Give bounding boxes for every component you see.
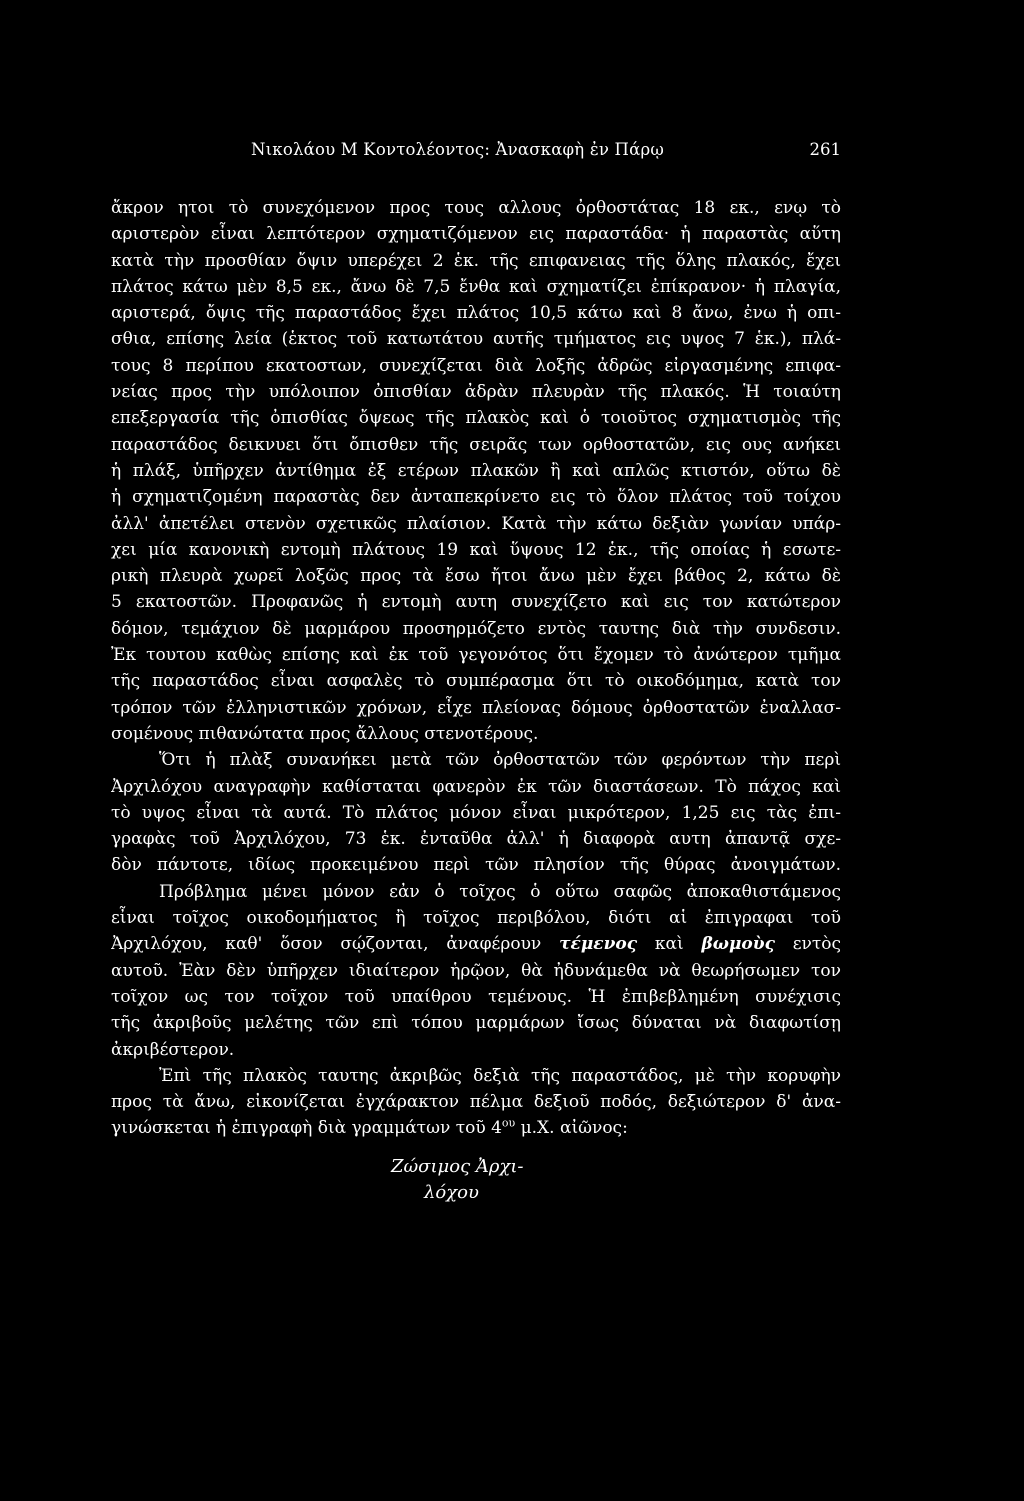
text-line: ἡ πλάξ, ὑπῆρχεν ἀντίθημα ἐξ ετέρων πλακῶν ἢ καὶ απλῶς κτιστόν, οὕτω δὲ (111, 460, 841, 481)
emphasis-bomous: βωμοὺς (701, 934, 775, 955)
text-fragment: γινώσκεται ἡ ἐπιγραφὴ διὰ γραμμάτων τοῦ 4 (111, 1118, 502, 1139)
text-line: χει μία κανονικὴ εντομὴ πλάτους 19 καὶ ὕψους 12 ἑκ., τῆς οποίας ἡ εσωτε- (111, 539, 841, 560)
body-text (111, 195, 841, 1142)
text-fragment: Ἀρχιλόχου, καθ' ὅσον σῴζονται, ἀναφέρουν (111, 934, 542, 955)
text-line: αριστερὸν εἶναι λεπτότερον σχηματιζόμενον εις παραστάδα· ἡ παραστὰς αὕτη (111, 224, 841, 245)
text-line: αριστερά, ὄψις τῆς παραστάδος ἔχει πλάτος 10,5 κάτω καὶ 8 ἄνω, ἐνω ἡ οπι- (111, 303, 841, 324)
text-line: εἶναι τοῖχος οικοδομήματος ἢ τοῖχος περιβόλου, διότι αἱ ἐπιγραφαι τοῦ (111, 908, 841, 929)
document-page (111, 140, 841, 1206)
text-line: Ὅτι ἡ πλὰξ συνανήκει μετὰ τῶν ὀρθοστατῶν τῶν φερόντων τὴν περὶ (159, 750, 841, 771)
text-line: προς τὰ ἄνω, εἰκονίζεται ἐγχάρακτον πέλμα δεξιοῦ ποδός, δεξιώτερον δ' ἀνα- (111, 1092, 841, 1113)
text-line: Ἀρχιλόχου αναγραφὴν καθίσταται φανερὸν ἐκ τῶν διαστάσεων. Τὸ πάχος καὶ (111, 776, 841, 797)
inscription-line-1: Ζώσιμος Ἀρχι- (391, 1155, 524, 1177)
text-line: ρικὴ πλευρὰ χωρεῖ λοξῶς προς τὰ ἔσω ἤτοι ἄνω μὲν ἔχει βάθος 2, κάτω δὲ (111, 566, 841, 587)
text-line: τρόπον τῶν ἑλληνιστικῶν χρόνων, εἶχε πλείονας δόμους ὀρθοστατῶν ἐναλλασ- (111, 697, 841, 718)
text-line-with-emphasis (111, 931, 841, 957)
text-line: ἀκριβέστερον. (111, 1039, 235, 1060)
inscription-line-2: λόχου (424, 1181, 479, 1203)
page-number: 261 (809, 140, 841, 159)
text-line: ἀλλ' ἀπετέλει στενὸν σχετικῶς πλαίσιον. Κατὰ τὴν κάτω δεξιὰν γωνίαν υπάρ- (111, 513, 841, 534)
text-line: Ἐκ τουτου καθὼς επίσης καὶ ἐκ τοῦ γεγονότος ὅτι ἔχομεν τὸ ἀνώτερον τμῆμα (111, 645, 841, 666)
text-line: τοῖχον ως τον τοῖχον τοῦ υπαίθρου τεμένους. Ἡ ἐπιβεβλημένη συνέχισις (111, 986, 841, 1007)
text-fragment: μ.Χ. αἰῶνος: (520, 1118, 628, 1139)
text-line: σομένους πιθανώτατα προς ἄλλους στενοτέρους. (111, 723, 539, 744)
text-line: δόμον, τεμάχιον δὲ μαρμάρου προσηρμόζετο εντὸς ταυτης διὰ τὴν συνδεσιν. (111, 618, 841, 639)
text-line: τῆς παραστάδος εἶναι ασφαλὲς τὸ συμπέρασμα ὅτι τὸ οικοδόμημα, κατὰ τον (111, 671, 841, 692)
text-line: ἄκρον ητοι τὸ συνεχόμενον προς τους αλλους ὀρθοστάτας 18 εκ., ενῳ τὸ (111, 198, 841, 218)
text-line: τους 8 περίπου εκατοστων, συνεχίζεται διὰ λοξῆς ἀδρῶς εἰργασμένης επιφα- (111, 355, 841, 376)
text-line: αυτοῦ. Ἐὰν δὲν ὑπῆρχεν ιδιαίτερον ἡρῷον, θὰ ἠδυνάμεθα νὰ θεωρήσωμεν τον (111, 960, 841, 981)
text-line-with-superscript (111, 1115, 841, 1141)
text-line: Ἐπὶ τῆς πλακὸς ταυτης ἀκριβῶς δεξιὰ τῆς παραστάδος, μὲ τὴν κορυφὴν (159, 1065, 841, 1086)
text-line: ἡ σχηματιζομένη παραστὰς δεν ἀνταπεκρίνετο εις τὸ ὅλον πλάτος τοῦ τοίχου (111, 487, 841, 508)
emphasis-temenos: τέμενος (559, 934, 638, 955)
text-line: πλάτος κάτω μὲν 8,5 εκ., ἄνω δὲ 7,5 ἔνθα καὶ σχηματίζει ἐπίκρανον· ἡ πλαγία, (111, 276, 841, 297)
text-line: παραστάδος δεικνυει ὅτι ὄπισθεν τῆς σειρᾶς των ορθοστατῶν, εις ους ανήκει (111, 434, 841, 455)
superscript: ου (501, 1116, 516, 1130)
text-line: 5 εκατοστῶν. Προφανῶς ἡ εντομὴ αυτη συνεχίζετο καὶ εις τον κατώτερον (111, 592, 841, 613)
text-line: κατὰ τὴν προσθίαν ὄψιν υπερέχει 2 ἑκ. τῆς επιφανειας τῆς ὅλης πλακός, ἔχει (111, 250, 841, 271)
inscription-text (111, 1154, 841, 1207)
text-line: τῆς ἀκριβοῦς μελέτης τῶν επὶ τόπου μαρμάρων ἴσως δύναται νὰ διαφωτίσῃ (111, 1013, 841, 1034)
text-line: σθια, επίσης λεία (ἑκτος τοῦ κατωτάτου αυτῆς τμήματος εις υψος 7 ἑκ.), πλά- (111, 329, 841, 350)
text-line: τὸ υψος εἶναι τὰ αυτά. Τὸ πλάτος μόνον εἶναι μικρότερον, 1,25 εις τὰς ἐπι- (111, 802, 841, 823)
text-line: νείας προς τὴν υπόλοιπον ὀπισθίαν ἀδρὰν πλευρὰν τῆς πλακός. Ἡ τοιαύτη (111, 382, 841, 403)
running-title: Νικολάου Μ Κοντολέοντος: Ἀνασκαφὴ ἐν Πάρῳ (251, 140, 665, 159)
text-line: δὸν πάντοτε, ιδίως προκειμένου περὶ τῶν πλησίον τῆς θύρας ἀνοιγμάτων. (111, 855, 841, 876)
text-line: επεξεργασία τῆς ὀπισθίας ὄψεως τῆς πλακὸς καὶ ὁ τοιοῦτος σχηματισμὸς τῆς (111, 408, 841, 429)
running-header (111, 140, 841, 170)
text-line: Πρόβλημα μένει μόνον εἀν ὁ τοῖχος ὁ οὕτω σαφῶς ἀποκαθιστάμενος (159, 881, 841, 902)
text-line: γραφὰς τοῦ Ἀρχιλόχου, 73 ἑκ. ἐνταῦθα ἀλλ' ἡ διαφορὰ αυτη ἀπαντᾷ σχε- (111, 829, 841, 850)
text-fragment: εντὸς (792, 934, 841, 955)
text-fragment: καὶ (654, 934, 684, 955)
